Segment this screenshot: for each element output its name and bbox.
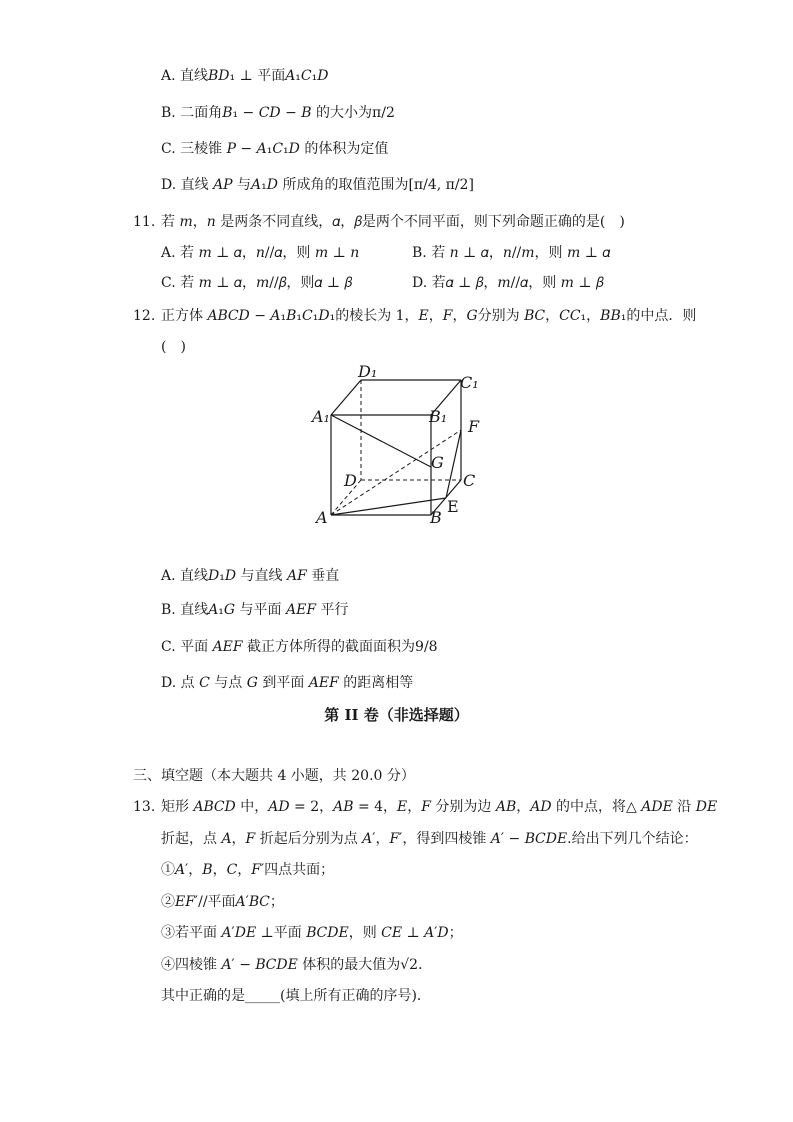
q12-option-d: D. 点 𝐶 与点 𝐺 到平面 𝐴𝐸𝐹 的距离相等 bbox=[161, 675, 414, 691]
cube-figure bbox=[300, 360, 500, 530]
q13-item-4: ④四棱锥 𝐴′ − 𝐵𝐶𝐷𝐸 体积的最大值为√2． bbox=[161, 957, 433, 973]
label-d: D bbox=[344, 471, 357, 490]
label-d1: D₁ bbox=[358, 362, 378, 381]
q12-option-b: B. 直线𝐴₁𝐺 与平面 𝐴𝐸𝐹 平行 bbox=[161, 602, 349, 618]
q13-stem-line2: 折起，点 𝐴，𝐹 折起后分别为点 𝐴′，𝐹′，得到四棱锥 𝐴′ − 𝐵𝐶𝐷𝐸.给出下列几个结论： bbox=[161, 831, 698, 847]
q13-number: 13. bbox=[133, 799, 156, 815]
q12-stem-line1: 正方体 𝐴𝐵𝐶𝐷 − 𝐴₁𝐵₁𝐶₁𝐷₁的棱长为 1，𝐸，𝐹，𝐺分别为 𝐵𝐶，𝐶𝐶₁，𝐵𝐵₁的中点．则 bbox=[161, 308, 697, 324]
q10-option-a: A. 直线𝐵𝐷₁ ⊥ 平面𝐴₁𝐶₁𝐷 bbox=[161, 68, 329, 84]
q11-option-c: C. 若 𝑚 ⊥ 𝛼，𝑚//𝛽，则𝛼 ⊥ 𝛽 bbox=[161, 275, 353, 291]
label-c1: C₁ bbox=[460, 373, 479, 392]
q13-item-2: ②𝐸𝐹′//平面𝐴′𝐵𝐶； bbox=[161, 894, 284, 910]
part2-title: 第 II 卷（非选择题） bbox=[324, 706, 469, 724]
q10-option-d: D. 直线 𝐴𝑃 与𝐴₁𝐷 所成角的取值范围为[π/4, π/2] bbox=[161, 177, 474, 193]
q10-option-c: C. 三棱锥 𝑃 − 𝐴₁𝐶₁𝐷 的体积为定值 bbox=[161, 141, 389, 157]
section3-title: 三、填空题（本大题共 4 小题，共 20.0 分） bbox=[133, 768, 415, 784]
q12-stem-line2: ( ) bbox=[161, 339, 186, 355]
q11-number: 11. bbox=[133, 214, 156, 230]
label-f: F bbox=[468, 417, 480, 436]
q12-number: 12. bbox=[133, 308, 156, 324]
q13-item-3: ③若平面 𝐴′𝐷𝐸 ⊥平面 𝐵𝐶𝐷𝐸，则 𝐶𝐸 ⊥ 𝐴′𝐷； bbox=[161, 925, 463, 941]
q11-option-b: B. 若 𝑛 ⊥ 𝛼，𝑛//𝑚，则 𝑚 ⊥ 𝛼 bbox=[412, 245, 611, 261]
label-a1: A₁ bbox=[312, 407, 330, 426]
q13-item-1: ①𝐴′，𝐵，𝐶，𝐹′四点共面； bbox=[161, 862, 335, 878]
q12-option-a: A. 直线𝐷₁𝐷 与直线 𝐴𝐹 垂直 bbox=[161, 568, 340, 584]
label-e: E bbox=[447, 497, 459, 516]
label-a: A bbox=[316, 508, 328, 527]
label-b: B bbox=[430, 508, 442, 527]
q11-stem: 若 𝑚，𝑛 是两条不同直线，𝛼，𝛽是两个不同平面，则下列命题正确的是( ) bbox=[161, 214, 625, 230]
q12-option-c: C. 平面 𝐴𝐸𝐹 截正方体所得的截面面积为9/8 bbox=[161, 639, 438, 655]
label-b1: B₁ bbox=[429, 407, 448, 426]
q13-stem-line1: 矩形 𝐴𝐵𝐶𝐷 中，𝐴𝐷 = 2，𝐴𝐵 = 4，𝐸，𝐹 分别为边 𝐴𝐵，𝐴𝐷 的中点，将△ 𝐴𝐷𝐸 沿 𝐷𝐸 bbox=[161, 799, 718, 815]
q11-option-d: D. 若𝛼 ⊥ 𝛽，𝑚//𝛼，则 𝑚 ⊥ 𝛽 bbox=[412, 275, 604, 291]
q10-option-b: B. 二面角𝐵₁ − 𝐶𝐷 − 𝐵 的大小为π/2 bbox=[161, 105, 395, 121]
label-c: C bbox=[463, 471, 476, 490]
label-g: G bbox=[431, 453, 444, 472]
q13-answer-prompt: 其中正确的是_____(填上所有正确的序号)． bbox=[161, 988, 431, 1004]
q11-option-a: A. 若 𝑚 ⊥ 𝛼，𝑛//𝛼，则 𝑚 ⊥ 𝑛 bbox=[161, 245, 360, 261]
